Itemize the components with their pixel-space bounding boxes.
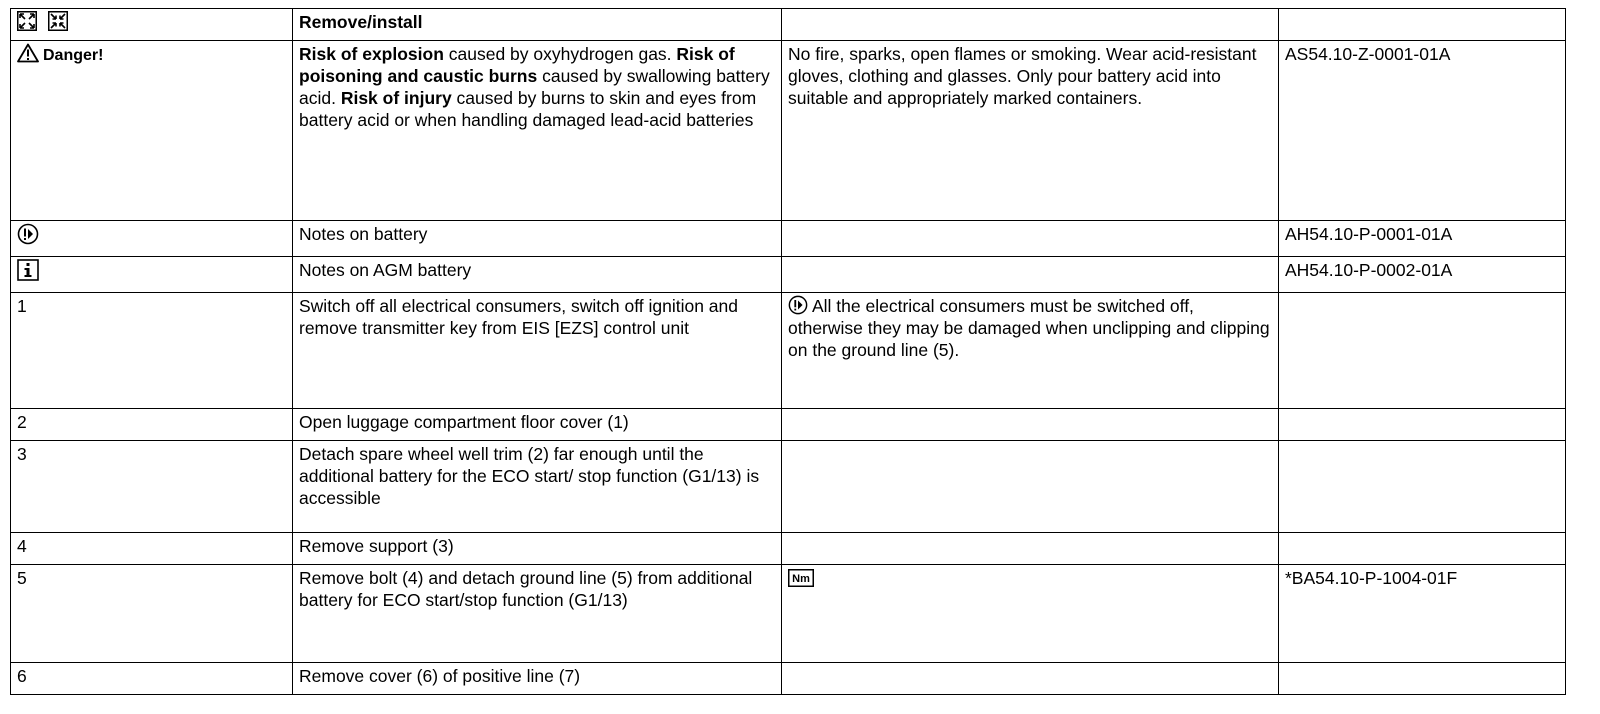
step-row: [11, 663, 1566, 695]
risk-explosion: Risk of explosion: [299, 44, 444, 64]
risk-explosion-text: caused by oxyhydrogen gas.: [443, 44, 677, 64]
step-note: [782, 441, 1279, 533]
header-title: Remove/install: [293, 9, 782, 41]
step-number: 5: [11, 565, 293, 663]
note-ref-link[interactable]: AH54.10-P-0001-01A: [1279, 221, 1566, 257]
step-ref: [1279, 293, 1566, 409]
step-text: Remove bolt (4) and detach ground line (5) from additional battery for ECO start/stop function (G1/13): [293, 565, 782, 663]
step-row: [11, 533, 1566, 565]
note-row: [11, 257, 1566, 293]
step-ref: [1279, 663, 1566, 695]
step-row: [11, 293, 1566, 409]
risk-injury-text: caused by burns to skin and eyes from battery acid or when handling damaged lead-acid batteries: [299, 88, 757, 130]
step-text: Open luggage compartment floor cover (1): [293, 409, 782, 441]
step-ref: [1279, 409, 1566, 441]
note-icon-cell: [11, 221, 293, 257]
step-row: [11, 441, 1566, 533]
risk-injury: Risk of injury: [340, 88, 452, 108]
step-note-cell: [782, 293, 1279, 409]
expand-icon[interactable]: [17, 11, 37, 31]
danger-row: [11, 41, 1566, 221]
header-empty-cell: [782, 9, 1279, 41]
header-row: [11, 9, 1566, 41]
torque-icon[interactable]: [788, 569, 814, 587]
step-number: 4: [11, 533, 293, 565]
header-empty-cell: [1279, 9, 1566, 41]
note-ref-link[interactable]: AH54.10-P-0002-01A: [1279, 257, 1566, 293]
step-note: [782, 533, 1279, 565]
step-text: Detach spare wheel well trim (2) far enough until the additional battery for the ECO start/ stop function (G1/13) is accessible: [293, 441, 782, 533]
note-empty-cell: [782, 257, 1279, 293]
danger-measure: No fire, sparks, open flames or smoking. Wear acid-resistant gloves, clothing and glasses. Only pour battery acid into suitable and appropriately marked containers.: [782, 41, 1279, 221]
caution-note-icon: [788, 295, 808, 315]
collapse-icon[interactable]: [48, 11, 68, 31]
danger-label: Danger!: [43, 47, 104, 64]
note-text: Notes on AGM battery: [293, 257, 782, 293]
note-empty-cell: [782, 221, 1279, 257]
step-note: [782, 663, 1279, 695]
caution-note-icon: [17, 223, 39, 245]
warning-triangle-icon: [17, 43, 39, 63]
step-ref: [1279, 441, 1566, 533]
step-text: Remove support (3): [293, 533, 782, 565]
danger-ref-link[interactable]: AS54.10-Z-0001-01A: [1279, 41, 1566, 221]
step-number: 1: [11, 293, 293, 409]
step-number: 3: [11, 441, 293, 533]
note-text: Notes on battery: [293, 221, 782, 257]
step-row: [11, 409, 1566, 441]
header-icons-cell: [11, 9, 293, 41]
step-text: Remove cover (6) of positive line (7): [293, 663, 782, 695]
step-note-text: All the electrical consumers must be switched off, otherwise they may be damaged when unclipping and clipping on the ground line (5).: [788, 296, 1270, 360]
note-row: [11, 221, 1566, 257]
danger-label-cell: [11, 41, 293, 221]
info-icon: [17, 259, 39, 281]
step-ref-link[interactable]: *BA54.10-P-1004-01F: [1279, 565, 1566, 663]
procedure-table: [10, 8, 1566, 695]
risk-poisoning-text: caused by swallowing battery acid.: [299, 66, 770, 108]
step-number: 2: [11, 409, 293, 441]
note-icon-cell: [11, 257, 293, 293]
step-number: 6: [11, 663, 293, 695]
step-ref: [1279, 533, 1566, 565]
step-row: [11, 565, 1566, 663]
step-text: Switch off all electrical consumers, switch off ignition and remove transmitter key from EIS [EZS] control unit: [293, 293, 782, 409]
risk-poisoning: Risk of poisoning and caustic burns: [299, 44, 735, 86]
step-note: [782, 409, 1279, 441]
step-note-cell: [782, 565, 1279, 663]
torque-icon-label: Nm: [792, 573, 810, 586]
danger-risk-cell: [293, 41, 782, 221]
